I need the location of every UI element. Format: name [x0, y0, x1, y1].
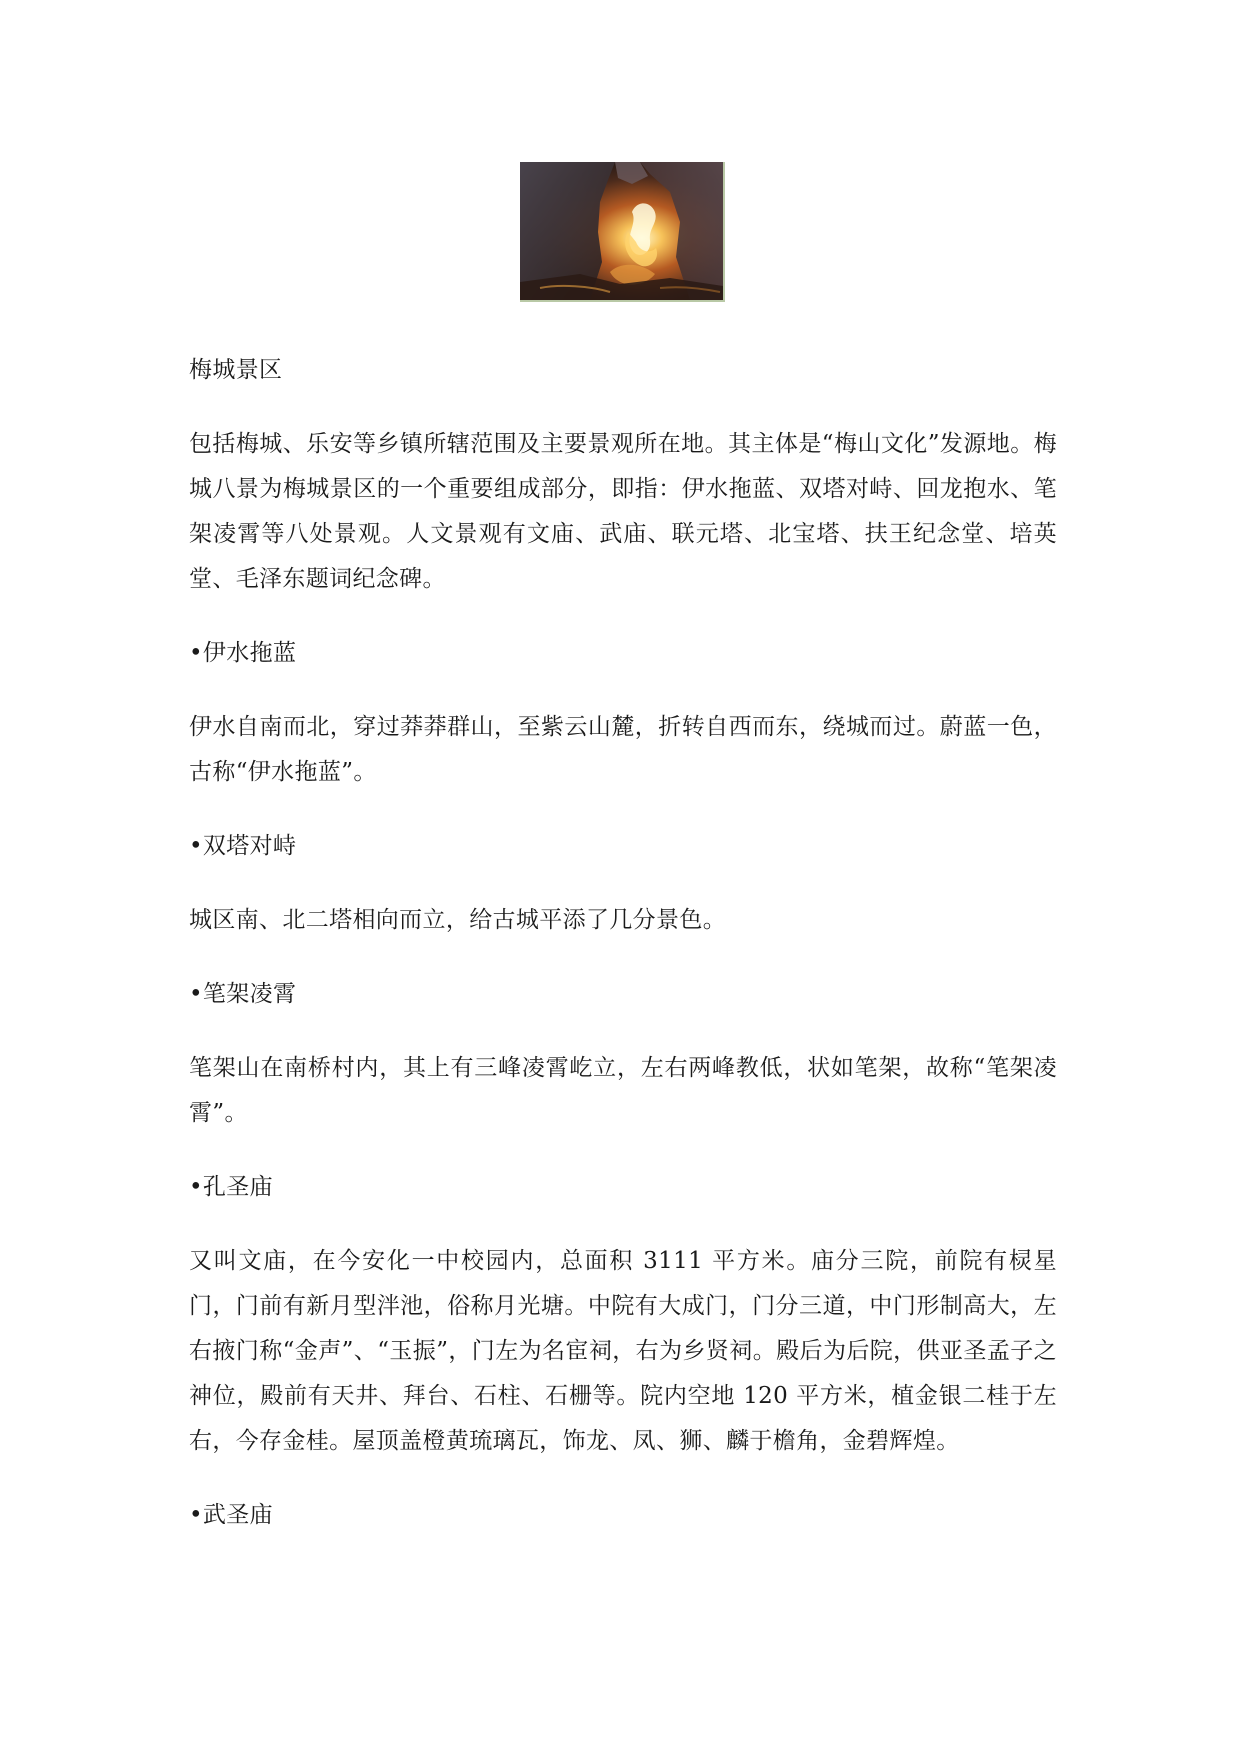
paragraph-bijia: 笔架山在南桥村内，其上有三峰凌霄屹立，左右两峰教低，状如笔架，故称“笔架凌霄”。: [189, 1055, 1057, 1126]
cave-fire-image: [520, 162, 723, 300]
paragraph-yishui: 伊水自南而北，穿过莽莽群山，至紫云山麓，折转自西而东，绕城而过。蔚蓝一色，古称“伊水拖蓝”。: [189, 714, 1057, 785]
heading-shuangta: •双塔对峙: [189, 833, 297, 859]
heading-kongsheng: •孔圣庙: [189, 1174, 273, 1200]
intro-paragraph: 包括梅城、乐安等乡镇所辖范围及主要景观所在地。其主体是“梅山文化”发源地。梅城八景为梅城景区的一个重要组成部分，即指：伊水拖蓝、双塔对峙、回龙抱水、笔架凌霄等八处景观。人文景观有文庙、武庙、联元塔、北宝塔、扶王纪念堂、培英堂、毛泽东题词纪念碑。: [189, 431, 1057, 592]
document-body: [189, 348, 1057, 1567]
section-title: 梅城景区: [189, 357, 283, 383]
heading-bijia: •笔架凌霄: [189, 981, 297, 1007]
cave-fire-photo: [520, 162, 725, 302]
paragraph-kongsheng: 又叫文庙，在今安化一中校园内，总面积 3111 平方米。庙分三院，前院有棂星门，门前有新月型泮池，俗称月光塘。中院有大成门，门分三道，中门形制高大，左右掖门称“金声”、“玉振”，门左为名宦祠，右为乡贤祠。殿后为后院，供亚圣孟子之神位，殿前有天井、拜台、石柱、石栅等。院内空地 120 平方米，植金银二桂于左右，今存金桂。屋顶盖橙黄琉璃瓦，饰龙、凤、狮、麟于檐角，金碧辉煌。: [189, 1248, 1057, 1454]
heading-yishui: •伊水拖蓝: [189, 640, 297, 666]
heading-wusheng: •武圣庙: [189, 1502, 273, 1528]
paragraph-shuangta: 城区南、北二塔相向而立，给古城平添了几分景色。: [189, 907, 727, 933]
